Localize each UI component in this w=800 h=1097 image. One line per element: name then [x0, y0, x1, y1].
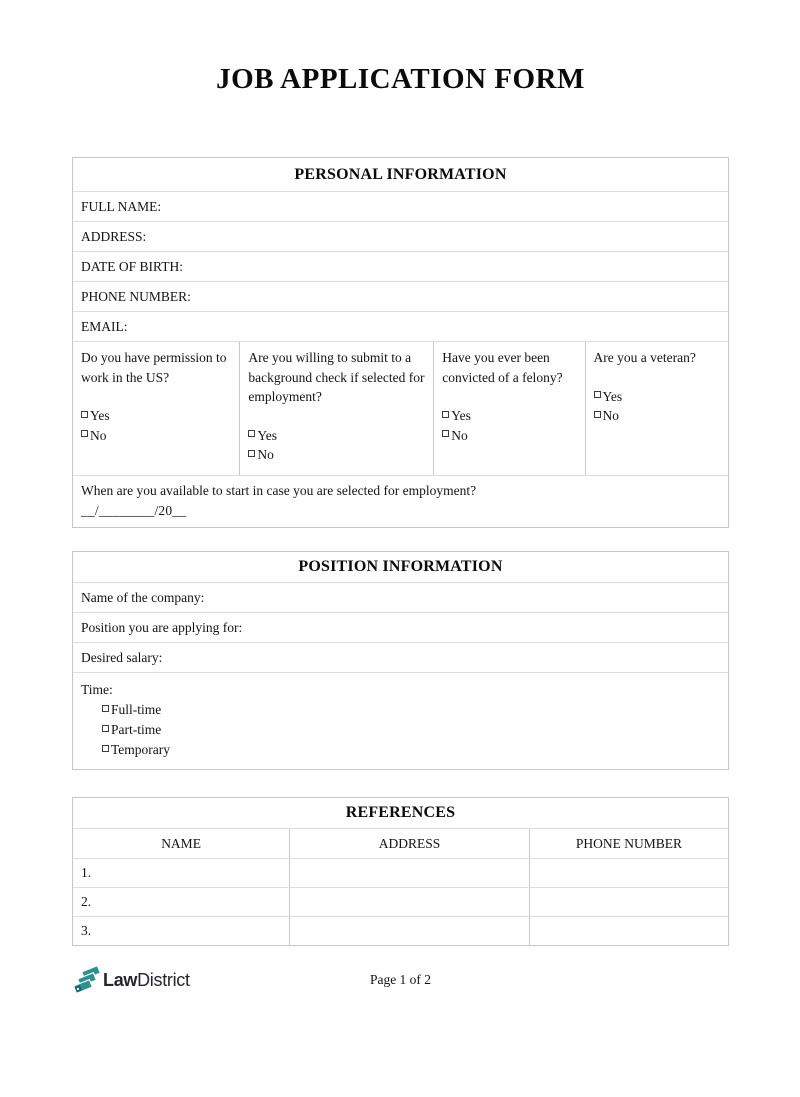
yes-label: Yes [602, 388, 623, 404]
checkbox-icon[interactable] [248, 450, 255, 457]
work-permission-yes-option [81, 406, 232, 426]
references-header: REFERENCES [345, 804, 456, 821]
reference-2-address-cell[interactable] [289, 888, 529, 916]
question-felony-text: Have you ever been convicted of a felony? [442, 350, 563, 385]
document-page [0, 62, 800, 1000]
company-name-field-row[interactable] [73, 582, 728, 612]
address-field-row[interactable] [73, 221, 728, 251]
question-felony-cell [433, 342, 584, 475]
checkbox-icon[interactable] [102, 725, 109, 732]
checkbox-icon[interactable] [442, 430, 449, 437]
checkbox-icon[interactable] [102, 745, 109, 752]
background-check-yes-option [248, 426, 426, 446]
no-label: No [451, 427, 468, 443]
references-section [72, 797, 729, 946]
logo-law: Law [103, 969, 138, 990]
references-column-headers [73, 828, 728, 858]
references-address-column-header: ADDRESS [289, 829, 529, 858]
question-veteran-text: Are you a veteran? [593, 350, 696, 365]
desired-salary-label: Desired salary: [81, 649, 163, 665]
position-information-section [72, 551, 729, 770]
felony-no-option [442, 426, 577, 446]
spacer [81, 387, 232, 406]
references-phone-column-header: PHONE NUMBER [529, 829, 728, 858]
time-label: Time: [81, 682, 113, 698]
yes-label: Yes [451, 408, 471, 424]
reference-1-number: 1. [81, 865, 92, 880]
full-time-option [102, 700, 720, 720]
availability-date-blank[interactable]: __/________/20__ [81, 502, 187, 518]
page-number: Page 1 of 2 [369, 972, 432, 987]
spacer [248, 407, 426, 426]
reference-2-number: 2. [81, 894, 92, 909]
personal-information-section [72, 157, 729, 528]
question-background-check-cell [239, 342, 433, 475]
question-background-check-text: Are you willing to submit to a background check if selected for employment? [248, 350, 425, 405]
veteran-yes-option [594, 387, 721, 407]
felony-yes-option [442, 406, 577, 426]
logo-district: District [137, 969, 190, 990]
no-label: No [90, 427, 107, 443]
no-label: No [602, 408, 620, 424]
date-of-birth-label: DATE OF BIRTH: [81, 258, 183, 274]
question-work-permission-cell [73, 342, 239, 475]
reference-row-3 [73, 916, 728, 945]
checkbox-icon[interactable] [594, 391, 601, 398]
reference-row-2 [73, 887, 728, 916]
question-work-permission-text: Do you have permission to work in the US? [81, 350, 227, 385]
page-title: JOB APPLICATION FORM [216, 63, 585, 95]
company-name-label: Name of the company: [81, 589, 205, 605]
reference-2-phone-cell[interactable] [529, 888, 728, 916]
phone-number-label: PHONE NUMBER: [81, 288, 191, 304]
page-footer [72, 966, 729, 1000]
position-applied-label: Position you are applying for: [81, 619, 243, 635]
part-time-option [102, 720, 720, 740]
reference-1-phone-cell[interactable] [529, 859, 728, 887]
spacer [594, 368, 721, 387]
full-name-field-row[interactable] [73, 191, 728, 221]
reference-row-1 [73, 858, 728, 887]
availability-row [73, 475, 728, 527]
part-time-label: Part-time [111, 722, 162, 738]
full-name-label: FULL NAME: [81, 198, 162, 214]
desired-salary-field-row[interactable] [73, 642, 728, 672]
checkbox-icon[interactable] [81, 430, 88, 437]
temporary-label: Temporary [111, 742, 171, 758]
reference-2-name-cell[interactable] [73, 888, 289, 916]
email-label: EMAIL: [81, 318, 128, 334]
yes-label: Yes [90, 408, 110, 424]
address-label: ADDRESS: [81, 228, 147, 244]
eligibility-questions-row [73, 341, 728, 475]
time-options [102, 700, 720, 760]
spacer [442, 387, 577, 406]
availability-question: When are you available to start in case you are selected for employment? [81, 483, 477, 498]
time-row [73, 672, 728, 769]
position-information-header: POSITION INFORMATION [298, 558, 503, 576]
personal-information-header: PERSONAL INFORMATION [294, 165, 507, 183]
reference-3-name-cell[interactable] [73, 917, 289, 945]
checkbox-icon[interactable] [594, 411, 601, 418]
veteran-no-option [594, 406, 721, 426]
checkbox-icon[interactable] [248, 430, 255, 437]
no-label: No [257, 447, 274, 463]
date-of-birth-field-row[interactable] [73, 251, 728, 281]
background-check-no-option [248, 445, 426, 465]
position-applied-field-row[interactable] [73, 612, 728, 642]
reference-3-address-cell[interactable] [289, 917, 529, 945]
phone-number-field-row[interactable] [73, 281, 728, 311]
reference-3-number: 3. [81, 923, 92, 938]
email-field-row[interactable] [73, 311, 728, 341]
reference-1-name-cell[interactable] [73, 859, 289, 887]
temporary-option [102, 740, 720, 760]
reference-1-address-cell[interactable] [289, 859, 529, 887]
reference-3-phone-cell[interactable] [529, 917, 728, 945]
references-name-column-header: NAME [161, 835, 201, 851]
checkbox-icon[interactable] [81, 411, 88, 418]
question-veteran-cell [585, 342, 728, 475]
checkbox-icon[interactable] [442, 411, 449, 418]
work-permission-no-option [81, 426, 232, 446]
full-time-label: Full-time [111, 702, 162, 718]
yes-label: Yes [257, 427, 278, 443]
checkbox-icon[interactable] [102, 705, 109, 712]
